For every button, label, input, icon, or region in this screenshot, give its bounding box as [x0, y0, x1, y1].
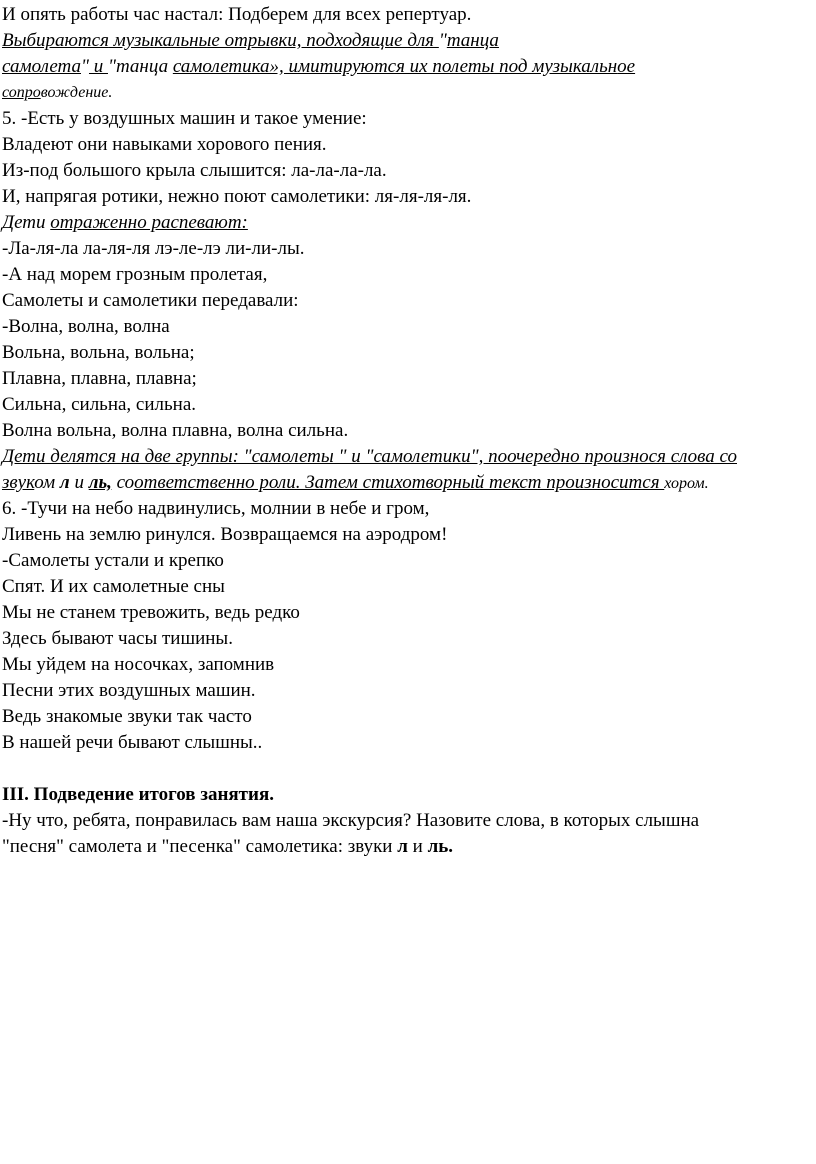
text-line: -Самолеты устали и крепко [2, 550, 224, 571]
text-line: Волна вольна, волна плавна, волна сильна. [2, 420, 349, 441]
text-line: Плавна, плавна, плавна; [2, 368, 197, 389]
text-line [2, 834, 816, 860]
text-fragment: и [407, 836, 428, 857]
text-fragment: ом [34, 472, 60, 493]
text-line: Владеют они навыками хорового пения. [2, 134, 327, 155]
text-fragment: ль, [88, 472, 112, 493]
text-line: Вольна, вольна, вольна; [2, 342, 195, 363]
text-fragment: и [69, 472, 89, 493]
stage-direction [2, 80, 816, 106]
stage-direction [2, 210, 816, 236]
text-line: Ведь знакомые звуки так часто [2, 706, 252, 727]
text-line: -Волна, волна, волна [2, 316, 170, 337]
text-fragment: со [111, 472, 135, 493]
text-line: Сильна, сильна, сильна. [2, 394, 197, 415]
text-line: Песни этих воздушных машин. [2, 680, 256, 701]
text-fragment: ль. [427, 836, 454, 857]
stage-direction [2, 470, 816, 496]
text-line: И, напрягая ротики, нежно поют самолетики: ля-ля-ля-ля. [2, 186, 472, 207]
spacer [2, 756, 816, 782]
text-line: Спят. И их самолетные сны [2, 576, 225, 597]
text-line: Мы уйдем на носочках, запомнив [2, 654, 275, 675]
text-fragment: вождение. [40, 84, 113, 101]
stage-direction [2, 54, 816, 80]
text-fragment: "песня" самолета и "песенка" самолетика: звуки [2, 836, 398, 857]
text-fragment: и [88, 56, 108, 77]
text-fragment: " [81, 56, 89, 77]
stage-direction: Дети делятся на две группы: "самолеты " и "самолетики", поочередно произнося слова со [2, 446, 737, 467]
stage-direction [2, 28, 816, 54]
text-fragment: хором. [664, 475, 709, 492]
text-fragment: танца [115, 56, 173, 77]
text-line: -Ну что, ребята, понравилась вам наша экскурсия? Назовите слова, в которых слышна [2, 810, 700, 831]
text-line: 6. -Тучи на небо надвинулись, молнии в небе и гром, [2, 498, 430, 519]
text-line: И опять работы час настал: Подберем для всех репертуар. [2, 4, 472, 25]
text-fragment: звук [2, 472, 35, 493]
text-fragment: " [107, 56, 116, 77]
text-fragment: музыкальные отрывки, подходящие для [108, 30, 439, 51]
text-line: Мы не станем тревожить, ведь редко [2, 602, 300, 623]
text-fragment: самолетика», имитируются их полеты под музыкальн [172, 56, 618, 77]
text-fragment: енно распевают: [109, 212, 248, 233]
text-line: Ливень на землю ринулся. Возвращаемся на аэродром! [2, 524, 448, 545]
text-fragment: " [438, 30, 447, 51]
text-fragment: самолета [2, 56, 81, 77]
text-line: В нашей речи бывают слышны.. [2, 732, 263, 753]
text-line: -А над морем грозным пролетая, [2, 264, 268, 285]
text-line: Здесь бывают часы тишины. [2, 628, 233, 649]
text-fragment: танца [446, 30, 499, 51]
text-fragment: л [397, 836, 408, 857]
text-fragment: л [59, 472, 70, 493]
text-line: Самолеты и самолетики передавали: [2, 290, 299, 311]
text-line: Из-под большого крыла слышится: ла-ла-ла-ла. [2, 160, 387, 181]
text-fragment: Выбираются [2, 30, 109, 51]
text-fragment: ое [617, 56, 636, 77]
text-fragment: отраж [50, 212, 110, 233]
text-fragment: Дети [2, 212, 51, 233]
text-fragment: сопро [2, 84, 41, 101]
text-line: 5. -Есть у воздушных машин и такое умение: [2, 108, 367, 129]
text-fragment: ответственно роли. Затем стихотворный текст произносится [134, 472, 665, 493]
text-line: -Ла-ля-ла ла-ля-ля лэ-ле-лэ ли-ли-лы. [2, 238, 305, 259]
section-heading: III. Подведение итогов занятия. [2, 784, 274, 805]
